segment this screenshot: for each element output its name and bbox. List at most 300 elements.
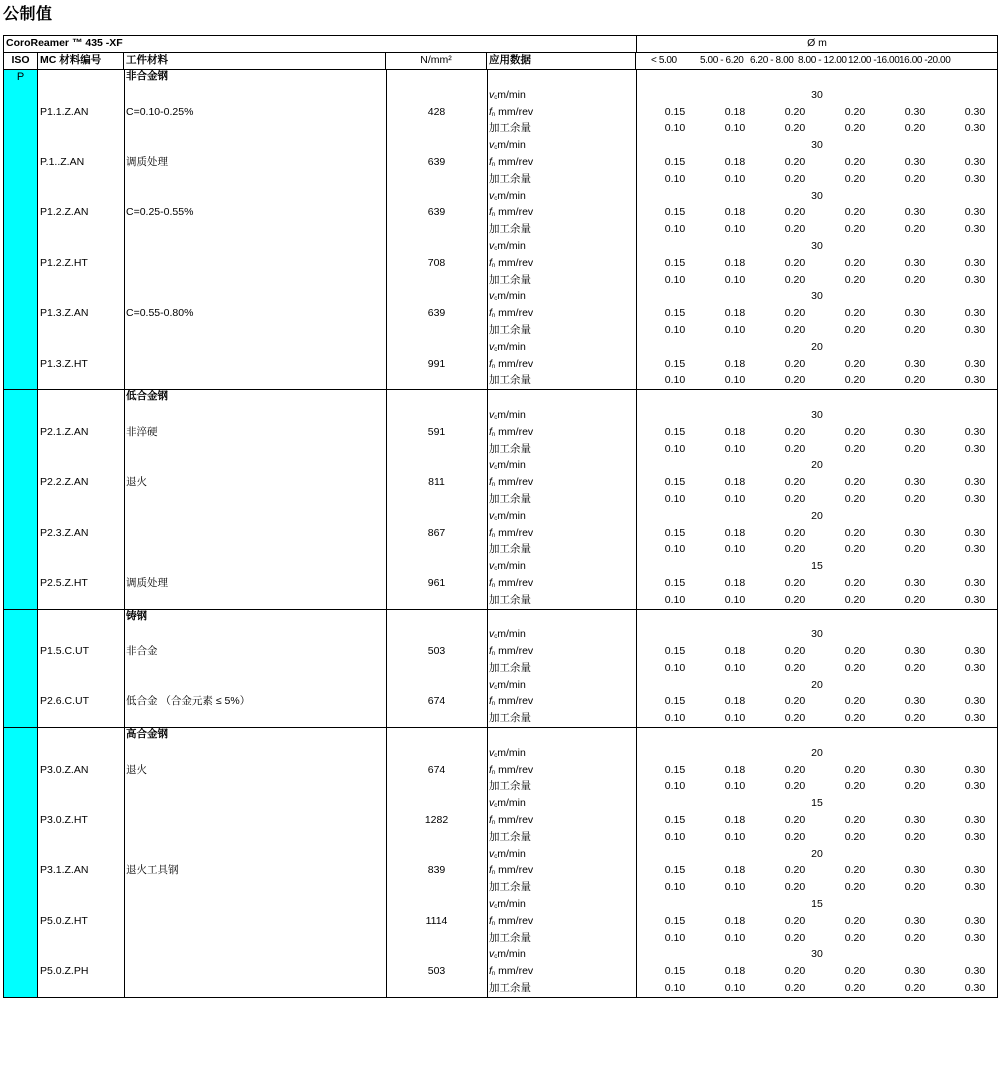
tensile-strength: 503 bbox=[427, 965, 446, 978]
allowance-value: 0.20 bbox=[784, 712, 806, 725]
feed-value: 0.20 bbox=[784, 256, 806, 269]
feed-value: 0.15 bbox=[664, 307, 686, 320]
vc-symbol: v bbox=[489, 628, 495, 641]
allowance-value: 0.20 bbox=[844, 780, 866, 793]
fn-label bbox=[489, 862, 533, 879]
allowance-value: 0.10 bbox=[724, 543, 746, 556]
fn-subscript: n bbox=[491, 431, 496, 438]
feed-value: 0.20 bbox=[844, 645, 866, 658]
allowance-value: 0.10 bbox=[724, 172, 746, 185]
feed-value: 0.20 bbox=[844, 695, 866, 708]
allowance-value: 0.20 bbox=[844, 223, 866, 236]
allowance-value: 0.20 bbox=[844, 830, 866, 843]
allowance-label: 加工余量 bbox=[489, 982, 531, 995]
table-row bbox=[4, 946, 997, 996]
tensile-strength: 839 bbox=[427, 864, 446, 877]
allowance-label: 加工余量 bbox=[489, 492, 531, 505]
cutting-speed-value: 30 bbox=[811, 290, 823, 303]
tensile-strength: 1114 bbox=[425, 914, 448, 927]
feed-value: 0.18 bbox=[724, 256, 746, 269]
feed-value: 0.18 bbox=[724, 814, 746, 827]
allowance-value: 0.20 bbox=[844, 273, 866, 286]
allowance-value: 0.20 bbox=[784, 223, 806, 236]
feed-value: 0.30 bbox=[904, 206, 926, 219]
material-desc: 退火 bbox=[126, 763, 147, 776]
vc-symbol: v bbox=[489, 847, 495, 860]
mc-code: P1.2.Z.HT bbox=[40, 256, 88, 269]
fn-label bbox=[489, 525, 533, 542]
allowance-value: 0.10 bbox=[664, 442, 686, 455]
mc-code: P3.0.Z.AN bbox=[40, 763, 89, 776]
feed-value: 0.20 bbox=[844, 307, 866, 320]
mc-code: P.1..Z.AN bbox=[40, 155, 85, 168]
allowance-value: 0.20 bbox=[844, 374, 866, 387]
fn-unit: mm/rev bbox=[495, 814, 534, 827]
feed-value: 0.18 bbox=[724, 695, 746, 708]
feed-value: 0.30 bbox=[904, 155, 926, 168]
fn-unit: mm/rev bbox=[495, 476, 534, 489]
allowance-value: 0.10 bbox=[664, 543, 686, 556]
vc-subscript: c bbox=[494, 954, 498, 961]
cutting-speed-value: 30 bbox=[811, 948, 823, 961]
feed-value: 0.20 bbox=[844, 105, 866, 118]
allowance-value: 0.10 bbox=[664, 323, 686, 336]
allowance-value: 0.20 bbox=[844, 323, 866, 336]
range-header: 6.20 - 8.00 bbox=[750, 55, 794, 66]
column-header-row bbox=[4, 53, 997, 70]
product-name: CoroReamer ™ 435 -XF bbox=[6, 37, 123, 49]
header-ranges bbox=[636, 53, 997, 69]
allowance-value: 0.20 bbox=[904, 712, 926, 725]
feed-value: 0.20 bbox=[784, 526, 806, 539]
allowance-value: 0.10 bbox=[724, 323, 746, 336]
mc-code: P3.0.Z.HT bbox=[40, 814, 88, 827]
allowance-value: 0.10 bbox=[664, 492, 686, 505]
fn-label bbox=[489, 356, 533, 373]
fn-label bbox=[489, 424, 533, 441]
fn-label bbox=[489, 913, 533, 930]
feed-value: 0.20 bbox=[784, 105, 806, 118]
fn-subscript: n bbox=[491, 111, 496, 118]
feed-value: 0.30 bbox=[964, 206, 986, 219]
vc-unit: m/min bbox=[497, 509, 526, 522]
vc-symbol: v bbox=[489, 290, 495, 303]
vc-label bbox=[489, 288, 526, 305]
feed-value: 0.18 bbox=[724, 526, 746, 539]
feed-value: 0.20 bbox=[784, 814, 806, 827]
allowance-value: 0.20 bbox=[844, 172, 866, 185]
cutting-speed-value: 20 bbox=[811, 340, 823, 353]
fn-subscript: n bbox=[491, 701, 496, 708]
allowance-value: 0.20 bbox=[784, 172, 806, 185]
material-desc: 调质处理 bbox=[126, 155, 168, 168]
allowance-label: 加工余量 bbox=[489, 543, 531, 556]
feed-value: 0.15 bbox=[664, 576, 686, 589]
vc-unit: m/min bbox=[497, 290, 526, 303]
tensile-strength: 639 bbox=[427, 206, 446, 219]
material-desc: 退火工具钢 bbox=[126, 864, 179, 877]
allowance-label: 加工余量 bbox=[489, 931, 531, 944]
group-heading: 高合金钢 bbox=[126, 728, 168, 741]
header-material: 工件材料 bbox=[124, 53, 386, 69]
allowance-label: 加工余量 bbox=[489, 323, 531, 336]
fn-symbol: f bbox=[489, 105, 492, 118]
feed-value: 0.18 bbox=[724, 576, 746, 589]
feed-value: 0.20 bbox=[784, 357, 806, 370]
allowance-value: 0.10 bbox=[664, 931, 686, 944]
feed-value: 0.15 bbox=[664, 763, 686, 776]
vc-symbol: v bbox=[489, 139, 495, 152]
allowance-value: 0.10 bbox=[664, 830, 686, 843]
feed-value: 0.30 bbox=[964, 695, 986, 708]
feed-value: 0.20 bbox=[784, 206, 806, 219]
vc-symbol: v bbox=[489, 189, 495, 202]
fn-unit: mm/rev bbox=[495, 864, 534, 877]
allowance-label: 加工余量 bbox=[489, 442, 531, 455]
fn-symbol: f bbox=[489, 645, 492, 658]
feed-value: 0.15 bbox=[664, 645, 686, 658]
table-row bbox=[4, 137, 997, 187]
cutting-speed-value: 15 bbox=[811, 898, 823, 911]
vc-subscript: c bbox=[494, 245, 498, 252]
feed-value: 0.18 bbox=[724, 965, 746, 978]
range-header: < 5.00 bbox=[651, 55, 677, 66]
allowance-value: 0.20 bbox=[844, 593, 866, 606]
allowance-value: 0.20 bbox=[844, 122, 866, 135]
range-header: 5.00 - 6.20 bbox=[700, 55, 744, 66]
vc-unit: m/min bbox=[497, 340, 526, 353]
table-row bbox=[4, 238, 997, 288]
fn-symbol: f bbox=[489, 914, 492, 927]
vc-symbol: v bbox=[489, 797, 495, 810]
fn-unit: mm/rev bbox=[495, 357, 534, 370]
allowance-value: 0.20 bbox=[904, 931, 926, 944]
allowance-value: 0.20 bbox=[784, 881, 806, 894]
header-iso: ISO bbox=[4, 53, 38, 69]
fn-subscript: n bbox=[491, 582, 496, 589]
vc-label bbox=[489, 339, 526, 356]
allowance-value: 0.10 bbox=[664, 712, 686, 725]
allowance-value: 0.30 bbox=[964, 323, 986, 336]
vc-symbol: v bbox=[489, 459, 495, 472]
fn-subscript: n bbox=[491, 820, 496, 827]
allowance-label: 加工余量 bbox=[489, 881, 531, 894]
range-header: 16.00 -20.00 bbox=[899, 55, 951, 66]
vc-subscript: c bbox=[494, 853, 498, 860]
allowance-label: 加工余量 bbox=[489, 273, 531, 286]
feed-value: 0.15 bbox=[664, 105, 686, 118]
feed-value: 0.20 bbox=[784, 425, 806, 438]
diameter-header: Ø m bbox=[636, 36, 997, 53]
vc-label bbox=[489, 626, 526, 643]
feed-value: 0.20 bbox=[784, 476, 806, 489]
feed-value: 0.30 bbox=[964, 105, 986, 118]
allowance-value: 0.20 bbox=[784, 273, 806, 286]
allowance-value: 0.30 bbox=[964, 712, 986, 725]
allowance-value: 0.20 bbox=[784, 661, 806, 674]
feed-value: 0.20 bbox=[844, 357, 866, 370]
feed-value: 0.30 bbox=[904, 763, 926, 776]
allowance-value: 0.10 bbox=[664, 122, 686, 135]
feed-value: 0.15 bbox=[664, 526, 686, 539]
feed-value: 0.18 bbox=[724, 155, 746, 168]
fn-unit: mm/rev bbox=[495, 425, 534, 438]
table-body bbox=[4, 70, 997, 997]
vc-subscript: c bbox=[494, 296, 498, 303]
feed-value: 0.30 bbox=[964, 425, 986, 438]
fn-symbol: f bbox=[489, 307, 492, 320]
fn-unit: mm/rev bbox=[495, 763, 534, 776]
mc-code: P1.2.Z.AN bbox=[40, 206, 89, 219]
vc-unit: m/min bbox=[497, 898, 526, 911]
vc-symbol: v bbox=[489, 898, 495, 911]
fn-subscript: n bbox=[491, 971, 496, 978]
vc-unit: m/min bbox=[497, 88, 526, 101]
allowance-value: 0.20 bbox=[844, 712, 866, 725]
tensile-strength: 991 bbox=[427, 357, 446, 370]
table-row bbox=[4, 407, 997, 457]
material-desc: 退火 bbox=[126, 476, 147, 489]
allowance-value: 0.20 bbox=[904, 780, 926, 793]
allowance-value: 0.10 bbox=[724, 273, 746, 286]
feed-value: 0.15 bbox=[664, 425, 686, 438]
fn-label bbox=[489, 305, 533, 322]
mc-code: P2.2.Z.AN bbox=[40, 476, 89, 489]
material-group bbox=[4, 390, 997, 609]
tensile-strength: 639 bbox=[427, 307, 446, 320]
allowance-value: 0.20 bbox=[844, 442, 866, 455]
fn-label bbox=[489, 693, 533, 710]
feed-value: 0.15 bbox=[664, 256, 686, 269]
allowance-value: 0.20 bbox=[784, 931, 806, 944]
cutting-data-table bbox=[3, 35, 998, 998]
feed-value: 0.30 bbox=[904, 307, 926, 320]
feed-value: 0.30 bbox=[964, 357, 986, 370]
vc-symbol: v bbox=[489, 509, 495, 522]
cutting-speed-value: 30 bbox=[811, 139, 823, 152]
mc-code: P2.5.Z.HT bbox=[40, 576, 88, 589]
vc-label bbox=[489, 508, 526, 525]
vc-label bbox=[489, 795, 526, 812]
fn-label bbox=[489, 255, 533, 272]
feed-value: 0.20 bbox=[784, 645, 806, 658]
mc-code: P2.1.Z.AN bbox=[40, 425, 89, 438]
vc-symbol: v bbox=[489, 239, 495, 252]
allowance-value: 0.10 bbox=[664, 374, 686, 387]
fn-unit: mm/rev bbox=[495, 206, 534, 219]
feed-value: 0.15 bbox=[664, 476, 686, 489]
feed-value: 0.20 bbox=[784, 763, 806, 776]
feed-value: 0.30 bbox=[904, 864, 926, 877]
feed-value: 0.30 bbox=[964, 864, 986, 877]
allowance-value: 0.20 bbox=[784, 122, 806, 135]
fn-unit: mm/rev bbox=[495, 695, 534, 708]
allowance-label: 加工余量 bbox=[489, 122, 531, 135]
tensile-strength: 811 bbox=[428, 476, 445, 489]
allowance-value: 0.20 bbox=[784, 780, 806, 793]
feed-value: 0.30 bbox=[964, 965, 986, 978]
allowance-value: 0.20 bbox=[904, 223, 926, 236]
allowance-value: 0.10 bbox=[724, 982, 746, 995]
vc-unit: m/min bbox=[497, 560, 526, 573]
allowance-value: 0.30 bbox=[964, 780, 986, 793]
vc-subscript: c bbox=[494, 145, 498, 152]
vc-label bbox=[489, 677, 526, 694]
allowance-value: 0.30 bbox=[964, 982, 986, 995]
feed-value: 0.15 bbox=[664, 695, 686, 708]
feed-value: 0.15 bbox=[664, 155, 686, 168]
vc-symbol: v bbox=[489, 340, 495, 353]
vc-symbol: v bbox=[489, 678, 495, 691]
material-desc: 非淬硬 bbox=[126, 425, 158, 438]
vc-label bbox=[489, 188, 526, 205]
allowance-value: 0.30 bbox=[964, 543, 986, 556]
tensile-strength: 503 bbox=[427, 645, 446, 658]
feed-value: 0.15 bbox=[664, 914, 686, 927]
feed-value: 0.30 bbox=[904, 814, 926, 827]
feed-value: 0.30 bbox=[904, 256, 926, 269]
allowance-label: 加工余量 bbox=[489, 593, 531, 606]
feed-value: 0.20 bbox=[844, 965, 866, 978]
tensile-strength: 1282 bbox=[424, 814, 449, 827]
feed-value: 0.20 bbox=[844, 576, 866, 589]
mc-code: P1.5.C.UT bbox=[40, 645, 90, 658]
vc-label bbox=[489, 407, 526, 424]
cutting-speed-value: 30 bbox=[811, 88, 823, 101]
allowance-value: 0.20 bbox=[904, 661, 926, 674]
table-row bbox=[4, 508, 997, 558]
allowance-label: 加工余量 bbox=[489, 223, 531, 236]
vc-subscript: c bbox=[494, 515, 498, 522]
vc-unit: m/min bbox=[497, 239, 526, 252]
vc-symbol: v bbox=[489, 560, 495, 573]
feed-value: 0.18 bbox=[724, 307, 746, 320]
feed-value: 0.30 bbox=[964, 476, 986, 489]
fn-label bbox=[489, 154, 533, 171]
fn-symbol: f bbox=[489, 695, 492, 708]
fn-subscript: n bbox=[491, 651, 496, 658]
fn-symbol: f bbox=[489, 155, 492, 168]
table-row bbox=[4, 626, 997, 676]
vc-unit: m/min bbox=[497, 948, 526, 961]
cutting-speed-value: 15 bbox=[811, 797, 823, 810]
feed-value: 0.18 bbox=[724, 645, 746, 658]
cutting-speed-value: 20 bbox=[811, 459, 823, 472]
cutting-speed-value: 30 bbox=[811, 239, 823, 252]
fn-unit: mm/rev bbox=[495, 155, 534, 168]
fn-label bbox=[489, 812, 533, 829]
vc-subscript: c bbox=[494, 195, 498, 202]
allowance-value: 0.30 bbox=[964, 273, 986, 286]
fn-symbol: f bbox=[489, 425, 492, 438]
cutting-speed-value: 30 bbox=[811, 189, 823, 202]
feed-value: 0.20 bbox=[784, 864, 806, 877]
allowance-value: 0.30 bbox=[964, 442, 986, 455]
feed-value: 0.18 bbox=[724, 105, 746, 118]
vc-symbol: v bbox=[489, 948, 495, 961]
allowance-value: 0.30 bbox=[964, 122, 986, 135]
vc-subscript: c bbox=[494, 904, 498, 911]
allowance-value: 0.20 bbox=[904, 492, 926, 505]
feed-value: 0.20 bbox=[784, 695, 806, 708]
material-desc: C=0.55-0.80% bbox=[126, 307, 194, 320]
tensile-strength: 674 bbox=[427, 695, 446, 708]
feed-value: 0.20 bbox=[844, 476, 866, 489]
iso-group-p: P bbox=[4, 70, 38, 997]
vc-subscript: c bbox=[494, 752, 498, 759]
feed-value: 0.15 bbox=[664, 357, 686, 370]
fn-unit: mm/rev bbox=[495, 105, 534, 118]
tensile-strength: 961 bbox=[427, 576, 446, 589]
header-strength: N/mm² bbox=[386, 53, 487, 69]
fn-unit: mm/rev bbox=[495, 256, 534, 269]
feed-value: 0.15 bbox=[664, 864, 686, 877]
fn-symbol: f bbox=[489, 256, 492, 269]
cutting-speed-value: 20 bbox=[811, 746, 823, 759]
feed-value: 0.20 bbox=[844, 206, 866, 219]
fn-subscript: n bbox=[491, 161, 496, 168]
feed-value: 0.30 bbox=[904, 476, 926, 489]
vc-symbol: v bbox=[489, 408, 495, 421]
allowance-value: 0.30 bbox=[964, 593, 986, 606]
vc-subscript: c bbox=[494, 803, 498, 810]
allowance-value: 0.20 bbox=[784, 492, 806, 505]
fn-symbol: f bbox=[489, 864, 492, 877]
allowance-value: 0.10 bbox=[724, 442, 746, 455]
allowance-value: 0.20 bbox=[904, 273, 926, 286]
allowance-value: 0.30 bbox=[964, 492, 986, 505]
fn-symbol: f bbox=[489, 965, 492, 978]
feed-value: 0.30 bbox=[904, 695, 926, 708]
vc-label bbox=[489, 457, 526, 474]
allowance-value: 0.20 bbox=[844, 881, 866, 894]
vc-label bbox=[489, 896, 526, 913]
allowance-value: 0.10 bbox=[664, 780, 686, 793]
fn-subscript: n bbox=[491, 920, 496, 927]
group-heading: 铸钢 bbox=[126, 609, 147, 622]
vc-unit: m/min bbox=[497, 746, 526, 759]
feed-value: 0.20 bbox=[844, 763, 866, 776]
feed-value: 0.30 bbox=[964, 814, 986, 827]
feed-value: 0.20 bbox=[844, 526, 866, 539]
allowance-value: 0.20 bbox=[904, 374, 926, 387]
range-header: 12.00 -16.00 bbox=[848, 55, 900, 66]
vc-subscript: c bbox=[494, 634, 498, 641]
vc-label bbox=[489, 558, 526, 575]
feed-value: 0.18 bbox=[724, 914, 746, 927]
feed-value: 0.30 bbox=[904, 965, 926, 978]
allowance-value: 0.10 bbox=[724, 931, 746, 944]
fn-unit: mm/rev bbox=[495, 307, 534, 320]
allowance-value: 0.20 bbox=[844, 931, 866, 944]
allowance-value: 0.20 bbox=[904, 172, 926, 185]
table-row bbox=[4, 846, 997, 896]
tensile-strength: 867 bbox=[427, 526, 446, 539]
vc-subscript: c bbox=[494, 346, 498, 353]
tensile-strength: 591 bbox=[427, 425, 446, 438]
allowance-value: 0.10 bbox=[664, 223, 686, 236]
table-row bbox=[4, 288, 997, 338]
feed-value: 0.20 bbox=[784, 914, 806, 927]
vc-subscript: c bbox=[494, 566, 498, 573]
allowance-value: 0.20 bbox=[904, 543, 926, 556]
vc-symbol: v bbox=[489, 88, 495, 101]
allowance-value: 0.30 bbox=[964, 223, 986, 236]
feed-value: 0.30 bbox=[904, 914, 926, 927]
allowance-value: 0.10 bbox=[724, 122, 746, 135]
feed-value: 0.30 bbox=[964, 576, 986, 589]
vc-subscript: c bbox=[494, 414, 498, 421]
